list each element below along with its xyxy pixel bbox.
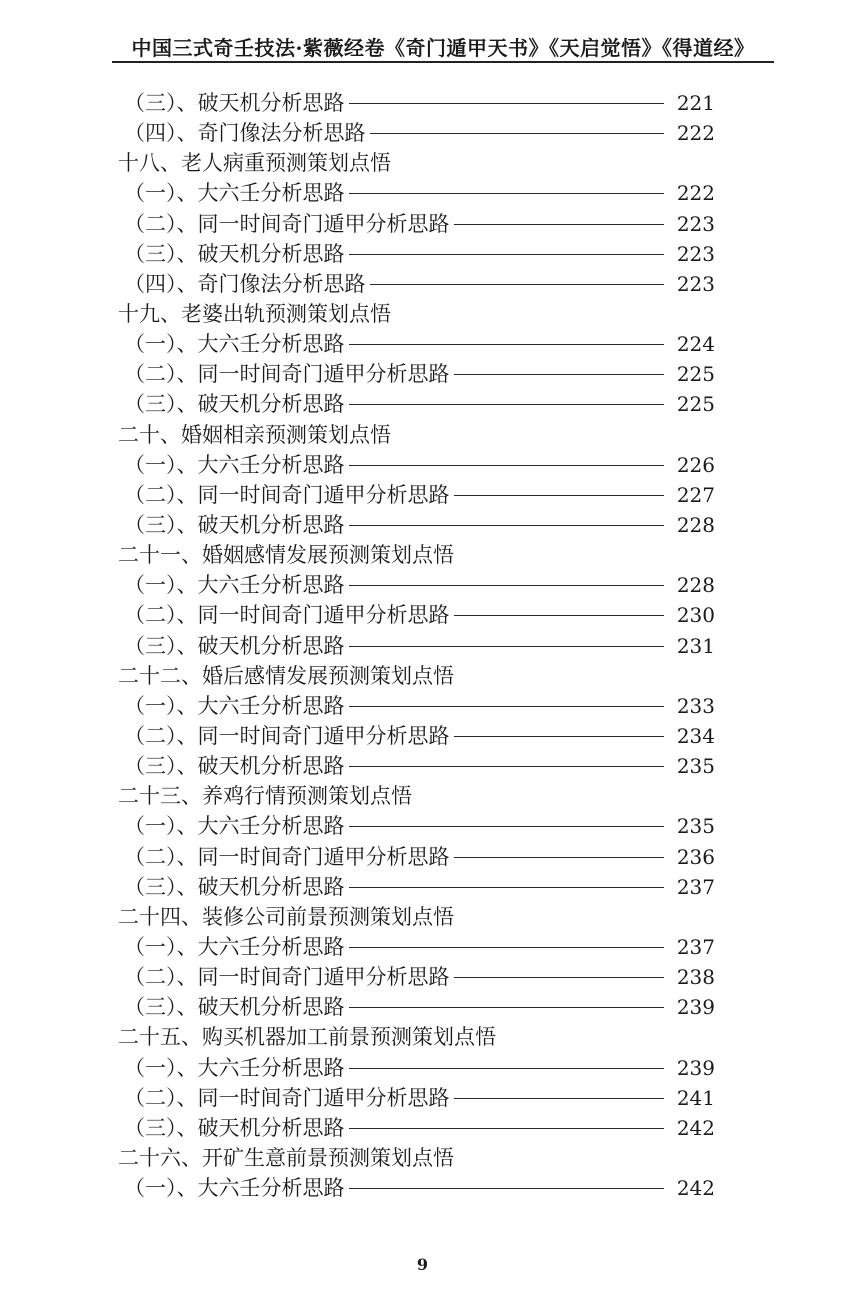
entry-page-number: 238: [676, 965, 715, 990]
entry-title: （一）、大六壬分析思路: [124, 1055, 345, 1080]
entry-title: （三）、破天机分析思路: [124, 995, 345, 1020]
toc-entry: [0, 239, 845, 269]
toc-entry: [0, 118, 845, 148]
chapter-title: 二十五、购买机器加工前景预测策划点悟: [118, 1025, 496, 1050]
dot-leader-line: [349, 193, 664, 194]
entry-title: （四）、奇门像法分析思路: [124, 121, 366, 146]
dot-leader-line: [454, 495, 664, 496]
toc-chapter-heading: [0, 148, 845, 178]
entry-page-number: 234: [676, 723, 715, 748]
toc-entry: [0, 480, 845, 510]
entry-page-number: 226: [676, 452, 715, 477]
dot-leader-line: [349, 706, 664, 707]
toc-chapter-heading: [0, 1022, 845, 1052]
dot-leader-line: [349, 947, 664, 948]
table-of-contents: [0, 88, 845, 1203]
chapter-title: 二十六、开矿生意前景预测策划点悟: [118, 1145, 454, 1170]
entry-title: （二）、同一时间奇门遁甲分析思路: [124, 603, 450, 628]
dot-leader-line: [349, 525, 664, 526]
entry-title: （二）、同一时间奇门遁甲分析思路: [124, 362, 450, 387]
dot-leader-line: [370, 133, 664, 134]
entry-title: （一）、大六壬分析思路: [124, 693, 345, 718]
entry-page-number: 230: [676, 603, 715, 628]
toc-entry: [0, 811, 845, 841]
toc-entry: [0, 1113, 845, 1143]
entry-page-number: 239: [676, 995, 715, 1020]
chapter-title: 二十三、养鸡行情预测策划点悟: [118, 784, 412, 809]
toc-entry: [0, 1083, 845, 1113]
toc-entry: [0, 872, 845, 902]
dot-leader-line: [349, 103, 664, 104]
entry-page-number: 228: [676, 512, 715, 537]
entry-title: （二）、同一时间奇门遁甲分析思路: [124, 1085, 450, 1110]
toc-entry: [0, 631, 845, 661]
toc-chapter-heading: [0, 540, 845, 570]
entry-title: （三）、破天机分析思路: [124, 392, 345, 417]
entry-page-number: 231: [676, 633, 715, 658]
dot-leader-line: [454, 977, 664, 978]
dot-leader-line: [349, 254, 664, 255]
entry-title: （一）、大六壬分析思路: [124, 814, 345, 839]
entry-page-number: 237: [676, 934, 715, 959]
dot-leader-line: [349, 887, 664, 888]
toc-chapter-heading: [0, 1143, 845, 1173]
toc-entry: [0, 1053, 845, 1083]
entry-title: （一）、大六壬分析思路: [124, 181, 345, 206]
entry-page-number: 236: [676, 844, 715, 869]
chapter-title: 二十一、婚姻感情发展预测策划点悟: [118, 543, 454, 568]
dot-leader-line: [349, 1068, 664, 1069]
dot-leader-line: [454, 736, 664, 737]
dot-leader-line: [349, 646, 664, 647]
toc-chapter-heading: [0, 902, 845, 932]
toc-chapter-heading: [0, 781, 845, 811]
entry-title: （三）、破天机分析思路: [124, 633, 345, 658]
entry-page-number: 242: [676, 1115, 715, 1140]
dot-leader-line: [349, 585, 664, 586]
entry-title: （四）、奇门像法分析思路: [124, 271, 366, 296]
entry-title: （二）、同一时间奇门遁甲分析思路: [124, 965, 450, 990]
toc-entry: [0, 88, 845, 118]
entry-page-number: 235: [676, 814, 715, 839]
entry-title: （一）、大六壬分析思路: [124, 1176, 345, 1201]
entry-page-number: 235: [676, 754, 715, 779]
entry-page-number: 222: [676, 181, 715, 206]
header-rule: [112, 61, 774, 63]
toc-chapter-heading: [0, 299, 845, 329]
toc-chapter-heading: [0, 661, 845, 691]
chapter-title: 十八、老人病重预测策划点悟: [118, 151, 391, 176]
entry-title: （三）、破天机分析思路: [124, 1115, 345, 1140]
toc-entry: [0, 1173, 845, 1203]
entry-page-number: 225: [676, 392, 715, 417]
entry-title: （二）、同一时间奇门遁甲分析思路: [124, 482, 450, 507]
running-header: 中国三式奇壬技法·紫薇经卷《奇门遁甲天书》《天启觉悟》《得道经》: [131, 36, 755, 60]
entry-title: （二）、同一时间奇门遁甲分析思路: [124, 844, 450, 869]
entry-page-number: 225: [676, 362, 715, 387]
chapter-title: 二十二、婚后感情发展预测策划点悟: [118, 663, 454, 688]
entry-title: （三）、破天机分析思路: [124, 241, 345, 266]
toc-entry: [0, 962, 845, 992]
dot-leader-line: [454, 374, 664, 375]
dot-leader-line: [349, 1188, 664, 1189]
dot-leader-line: [349, 465, 664, 466]
dot-leader-line: [454, 615, 664, 616]
dot-leader-line: [349, 404, 664, 405]
dot-leader-line: [349, 766, 664, 767]
dot-leader-line: [370, 284, 664, 285]
toc-entry: [0, 178, 845, 208]
entry-page-number: 223: [676, 271, 715, 296]
toc-entry: [0, 721, 845, 751]
dot-leader-line: [454, 857, 664, 858]
dot-leader-line: [454, 1098, 664, 1099]
entry-title: （一）、大六壬分析思路: [124, 573, 345, 598]
dot-leader-line: [349, 1128, 664, 1129]
dot-leader-line: [349, 1007, 664, 1008]
entry-page-number: 241: [676, 1085, 715, 1110]
toc-entry: [0, 992, 845, 1022]
toc-entry: [0, 600, 845, 630]
toc-entry: [0, 359, 845, 389]
entry-page-number: 239: [676, 1055, 715, 1080]
entry-page-number: 228: [676, 573, 715, 598]
entry-page-number: 224: [676, 332, 715, 357]
toc-entry: [0, 691, 845, 721]
entry-page-number: 227: [676, 482, 715, 507]
entry-page-number: 221: [676, 91, 715, 115]
toc-entry: [0, 842, 845, 872]
entry-page-number: 237: [676, 874, 715, 899]
entry-title: （一）、大六壬分析思路: [124, 452, 345, 477]
toc-entry: [0, 329, 845, 359]
dot-leader-line: [349, 344, 664, 345]
page-number: 9: [416, 1255, 429, 1274]
entry-title: （三）、破天机分析思路: [124, 874, 345, 899]
entry-title: （一）、大六壬分析思路: [124, 332, 345, 357]
chapter-title: 十九、老婆出轨预测策划点悟: [118, 301, 391, 326]
chapter-title: 二十四、装修公司前景预测策划点悟: [118, 904, 454, 929]
entry-page-number: 223: [676, 241, 715, 266]
toc-entry: [0, 570, 845, 600]
entry-title: （二）、同一时间奇门遁甲分析思路: [124, 211, 450, 236]
toc-entry: [0, 450, 845, 480]
entry-page-number: 222: [676, 121, 715, 146]
entry-page-number: 223: [676, 211, 715, 236]
entry-title: （三）、破天机分析思路: [124, 754, 345, 779]
toc-entry: [0, 932, 845, 962]
dot-leader-line: [349, 826, 664, 827]
chapter-title: 二十、婚姻相亲预测策划点悟: [118, 422, 391, 447]
toc-entry: [0, 269, 845, 299]
entry-page-number: 233: [676, 693, 715, 718]
toc-entry: [0, 209, 845, 239]
toc-entry: [0, 510, 845, 540]
toc-entry: [0, 389, 845, 419]
entry-title: （三）、破天机分析思路: [124, 91, 345, 115]
entry-page-number: 242: [676, 1176, 715, 1201]
entry-title: （三）、破天机分析思路: [124, 512, 345, 537]
entry-title: （二）、同一时间奇门遁甲分析思路: [124, 723, 450, 748]
toc-entry: [0, 751, 845, 781]
dot-leader-line: [454, 224, 664, 225]
toc-chapter-heading: [0, 420, 845, 450]
entry-title: （一）、大六壬分析思路: [124, 934, 345, 959]
